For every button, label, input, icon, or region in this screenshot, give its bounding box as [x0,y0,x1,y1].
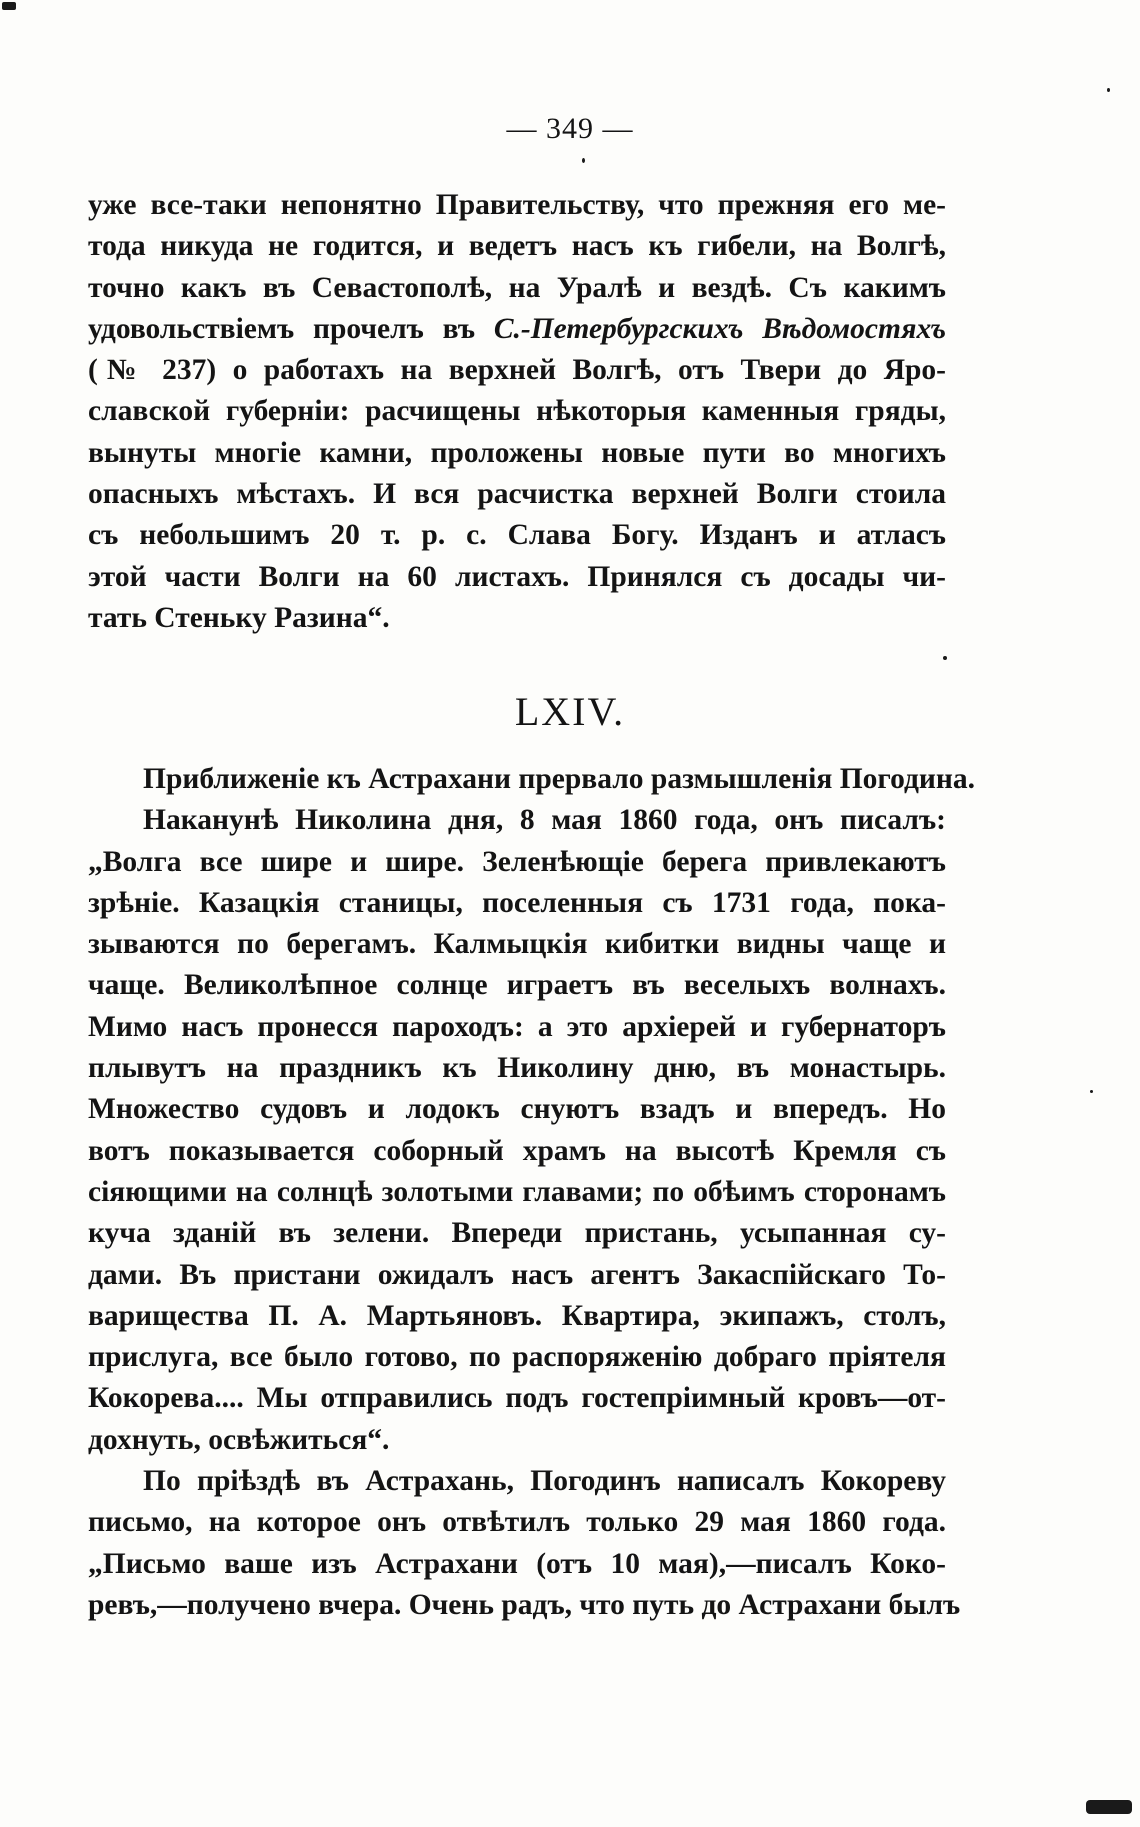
text-line: этой части Волги на 60 листахъ. Принялся съ досады чи- [88,560,946,593]
text-line: дохнуть, освѣжиться“. [88,1423,390,1456]
page-number: — 349 — [506,112,634,145]
text-line: прислуга, все было готово, по распоряженію добраго пріятеля [88,1341,946,1374]
text-line: варищества П. А. Мартьяновъ. Квартира, экипажъ, столъ, [88,1299,946,1332]
scan-speck [1086,1800,1132,1814]
paragraph-continuation [88,185,946,639]
text-line-with-italic [88,309,946,350]
text-line: зрѣніе. Казацкія станицы, поселенныя съ 1731 года, пока- [88,886,946,919]
text-line: дами. Въ пристани ожидалъ насъ агентъ Закаспійскаго То- [88,1258,946,1291]
text-line: Мимо насъ пронесся пароходъ: а это архіерей и губернаторъ [88,1010,946,1043]
text-line: Кокорева.... Мы отправились подъ гостепріимный кровъ—от- [88,1382,946,1415]
text-line: славской губерніи: расчищены нѣкоторыя каменныя гряды, [88,395,946,428]
scan-speck [582,158,585,163]
text-line: ревъ,—получено вчера. Очень радъ, что путь до Астрахани былъ [88,1588,961,1621]
text-line: По пріѣздѣ въ Астрахань, Погодинъ написалъ Кокореву [143,1465,946,1498]
scan-speck [2,2,16,10]
text-line: „Волга все шире и шире. Зеленѣющіе берега привлекаютъ [88,845,946,878]
scan-speck [1107,88,1110,92]
text-line: плывутъ на праздникъ къ Николину дню, въ монастырь. [88,1052,946,1085]
text-line: вынуты многіе камни, проложены новые пути во многихъ [88,436,946,469]
newspaper-title: С.-Петербургскихъ Вѣдомостяхъ [493,312,947,345]
text-line: тода никуда не годится, и ведетъ насъ къ гибели, на Волгѣ, [88,230,946,263]
text-line: зываются по берегамъ. Калмыцкія кибитки видны чаще и [88,928,946,961]
text-line: письмо, на которое онъ отвѣтилъ только 29 мая 1860 года. [88,1506,946,1539]
text-line: Наканунѣ Николина дня, 8 мая 1860 года, онъ писалъ: [143,804,946,837]
text-line: чаще. Великолѣпное солнце играетъ въ веселыхъ волнахъ. [88,969,946,1002]
text-line: (№ 237) о работахъ на верхней Волгѣ, отъ Твери до Яро- [88,354,946,387]
text-line: вотъ показывается соборный храмъ на высотѣ Кремля съ [88,1134,946,1167]
text-line: куча зданій въ зелени. Впереди пристань, усыпанная су- [88,1217,946,1250]
text-line-start: удовольствіемъ прочелъ въ [88,312,476,345]
chapter-body [88,759,976,1626]
scan-speck [943,656,947,660]
scan-speck [1090,1090,1093,1093]
text-line: точно какъ въ Севастополѣ, на Уралѣ и вездѣ. Съ какимъ [88,271,946,304]
text-line: Множество судовъ и лодокъ снуютъ взадъ и впередъ. Но [88,1093,946,1126]
text-line: „Письмо ваше изъ Астрахани (отъ 10 мая),—писалъ Коко- [88,1547,946,1580]
text-line: тать Стеньку Разина“. [88,601,390,634]
text-line: съ небольшимъ 20 т. р. с. Слава Богу. Изданъ и атласъ [88,519,946,552]
text-line: Приближеніе къ Астрахани прервало размышленія Погодина. [143,763,976,795]
text-line: опасныхъ мѣстахъ. И вся расчистка верхней Волги стоила [88,478,946,511]
text-line: уже все-таки непонятно Правительству, что прежняя его ме- [88,189,946,221]
chapter-heading: LXIV. [514,689,626,734]
text-line: сіяющими на солнцѣ золотыми главами; по обѣимъ сторонамъ [88,1175,946,1208]
